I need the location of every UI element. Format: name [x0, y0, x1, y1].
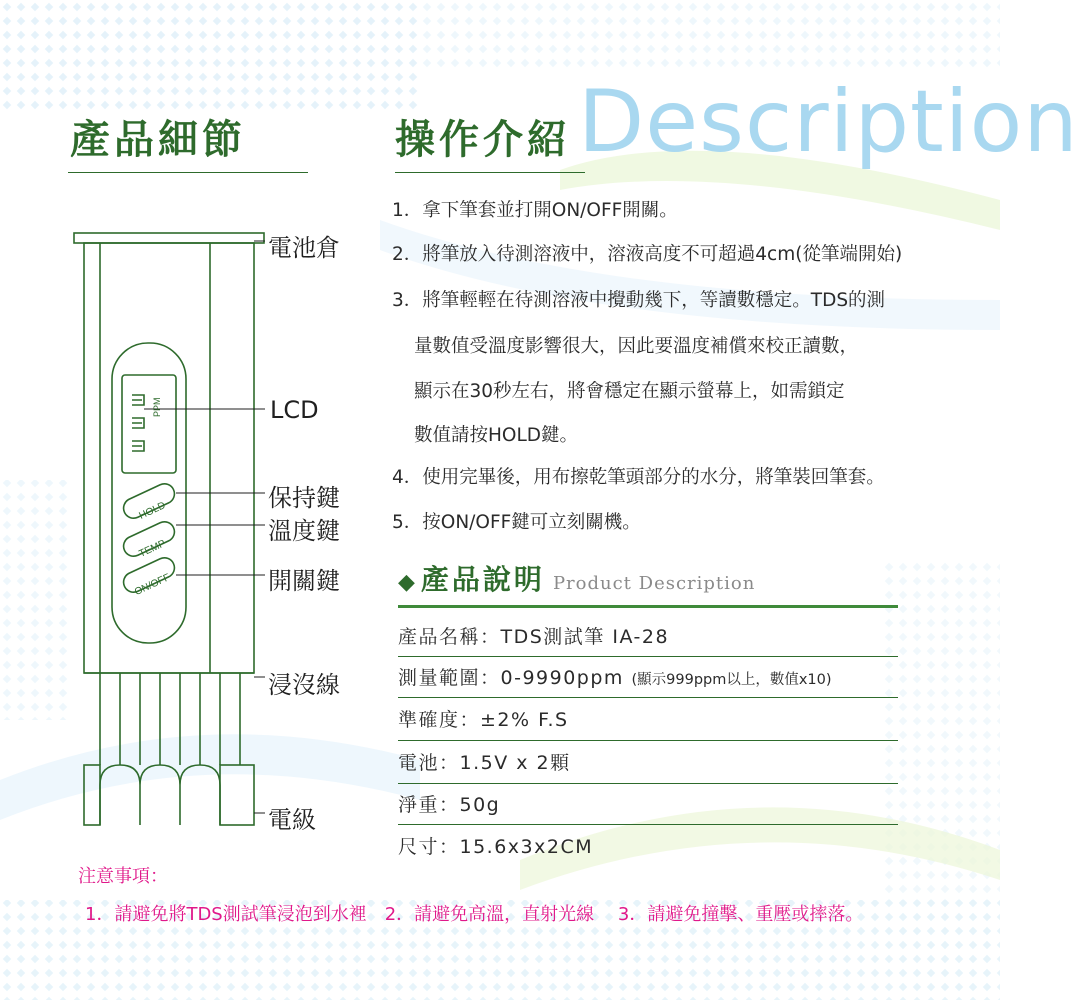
spec-divider	[398, 656, 898, 657]
details-title-underline	[68, 172, 308, 173]
product-info-title: 產品說明	[420, 563, 545, 596]
callout-electrode: 電級	[268, 806, 316, 834]
spec-divider	[398, 697, 898, 698]
callout-temp: 溫度鍵	[268, 517, 340, 545]
spec-battery	[398, 748, 571, 775]
spec-battery-text: 電池：1.5V x 2顆	[398, 752, 571, 774]
callout-power: 開關鍵	[268, 567, 340, 595]
spec-range	[398, 663, 832, 690]
notes-title: 注意事項：	[78, 866, 168, 887]
spec-name	[398, 622, 669, 649]
step-2: 2．將筆放入待測溶液中，溶液高度不可超過4cm(從筆端開始)	[392, 244, 903, 265]
spec-range-text: 測量範圍：0-9990ppm	[398, 667, 624, 689]
lcd-screen	[122, 375, 176, 473]
step-5: 5．按ON/OFF鍵可立刻關機。	[392, 512, 641, 533]
operation-title-underline	[395, 172, 585, 173]
lcd-unit-label: PPM	[152, 397, 162, 417]
spec-accuracy	[398, 705, 569, 732]
spec-divider	[398, 824, 898, 825]
spec-weight-text: 淨重：50g	[398, 794, 501, 816]
spec-size-text: 尺寸：15.6x3x2CM	[398, 836, 594, 858]
product-info-title-en: Product Description	[552, 573, 756, 594]
notes-text: 1．請避免將TDS測試筆浸泡到水裡 2．請避免高溫，直射光線 3．請避免撞擊、重壓或摔落。	[85, 904, 864, 925]
step-3: 3．將筆輕輕在待測溶液中攪動幾下，等讀數穩定。TDS的測	[392, 290, 886, 311]
battery-cap	[74, 233, 264, 243]
callout-hold: 保持鍵	[268, 484, 340, 512]
details-title: 產品細節	[70, 116, 246, 163]
spec-range-note: (顯示999ppm以上，數值x10)	[631, 672, 832, 688]
operation-title-en: Description	[578, 72, 1079, 172]
hold-button-label: HOLD	[137, 500, 168, 522]
temp-button-label: TEMP	[137, 538, 168, 560]
operation-title: 操作介紹	[395, 116, 571, 163]
step-3-line-2: 量數值受溫度影響很大，因此要溫度補償來校正讀數，	[414, 336, 859, 357]
spec-divider	[398, 783, 898, 784]
electrodes	[100, 765, 220, 825]
spec-name-text: 產品名稱：TDS測試筆 IA-28	[398, 626, 670, 648]
spec-accuracy-text: 準確度：±2% F.S	[398, 709, 569, 731]
step-4: 4．使用完畢後，用布擦乾筆頭部分的水分，將筆裝回筆套。	[392, 467, 885, 488]
spec-top-rule	[398, 605, 898, 608]
diamond-icon: ◆	[398, 570, 415, 595]
spec-size	[398, 832, 593, 859]
callout-lcd: LCD	[270, 396, 319, 424]
spec-divider	[398, 740, 898, 741]
callout-battery: 電池倉	[268, 234, 340, 262]
step-3-line-4: 數值請按HOLD鍵。	[414, 425, 579, 446]
onoff-button-label: ON/OFF	[132, 572, 172, 598]
callout-immersion: 浸沒線	[268, 671, 340, 699]
spec-weight	[398, 790, 500, 817]
product-info-heading	[398, 558, 755, 598]
step-3-line-3: 顯示在30秒左右，將會穩定在顯示螢幕上，如需鎖定	[414, 381, 845, 402]
step-1: 1．拿下筆套並打開ON/OFF開關。	[392, 200, 678, 221]
pen-body	[84, 243, 254, 673]
